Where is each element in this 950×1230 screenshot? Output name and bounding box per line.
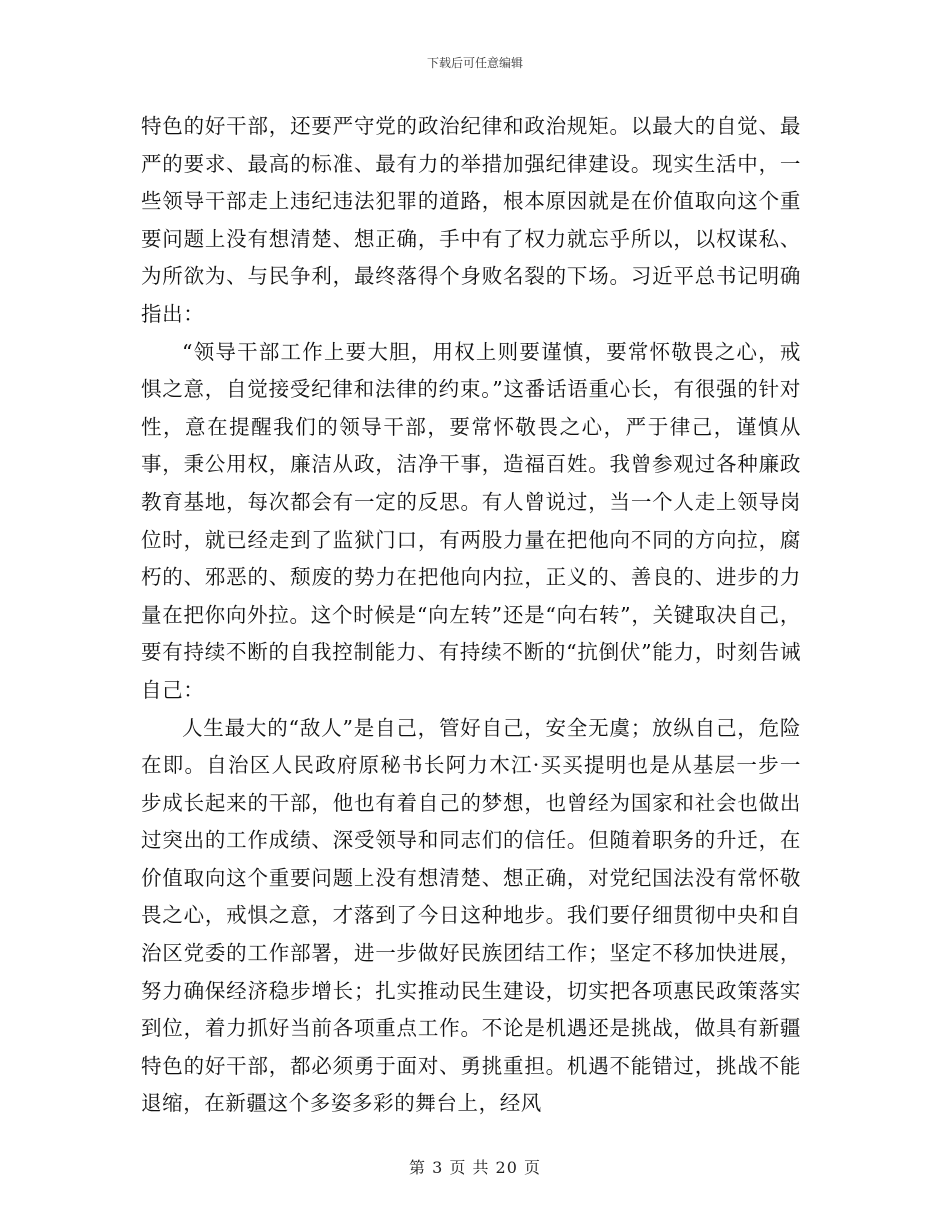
document-body [141,108,801,1123]
page-number-footer: 第 3 页 共 20 页 [409,1158,541,1177]
paragraph-3: 人生最大的“敌人”是自己，管好自己，安全无虞；放纵自己，危险在即。自治区人民政府原秘书长阿力木江·买买提明也是从基层一步一步成长起来的干部，他也有着自己的梦想，也曾经为国家和社会也做出过突出的工作成绩、深受领导和同志们的信任。但随着职务的升迁，在价值取向这个重要问题上没有想清楚、想正确，对党纪国法没有常怀敬畏之心，戒惧之意，才落到了今日这种地步。我们要仔细贯彻中央和自治区党委的工作部署，进一步做好民族团结工作；坚定不移加快进展，努力确保经济稳步增长；扎实推动民生建设，切实把各项惠民政策落实到位，着力抓好当前各项重点工作。不论是机遇还是挑战，做具有新疆特色的好干部，都必须勇于面对、勇挑重担。机遇不能错过，挑战不能退缩，在新疆这个多姿多彩的舞台上，经风 [141,715,801,1116]
paragraph-2: “领导干部工作上要大胆，用权上则要谨慎，要常怀敬畏之心，戒惧之意，自觉接受纪律和法律的约束。”这番话语重心长，有很强的针对性，意在提醒我们的领导干部，要常怀敬畏之心，严于律己，谨慎从事，秉公用权，廉洁从政，洁净干事，造福百姓。我曾参观过各种廉政教育基地，每次都会有一定的反思。有人曾说过，当一个人走上领导岗位时，就已经走到了监狱门口，有两股力量在把他向不同的方向拉，腐朽的、邪恶的、颓废的势力在把他向内拉，正义的、善良的、进步的力量在把你向外拉。这个时候是“向左转”还是“向右转”，关键取决自己，要有持续不断的自我控制能力、有持续不断的“抗倒伏”能力，时刻告诫自己： [141,339,801,702]
page-header-note: 下载后可任意编辑 [426,56,523,70]
paragraph-1: 特色的好干部，还要严守党的政治纪律和政治规矩。以最大的自觉、最严的要求、最高的标准、最有力的举措加强纪律建设。现实生活中，一些领导干部走上违纪违法犯罪的道路，根本原因就是在价值取向这个重要问题上没有想清楚、想正确，手中有了权力就忘乎所以，以权谋私、为所欲为、与民争利，最终落得个身败名裂的下场。习近平总书记明确指出： [141,114,801,326]
